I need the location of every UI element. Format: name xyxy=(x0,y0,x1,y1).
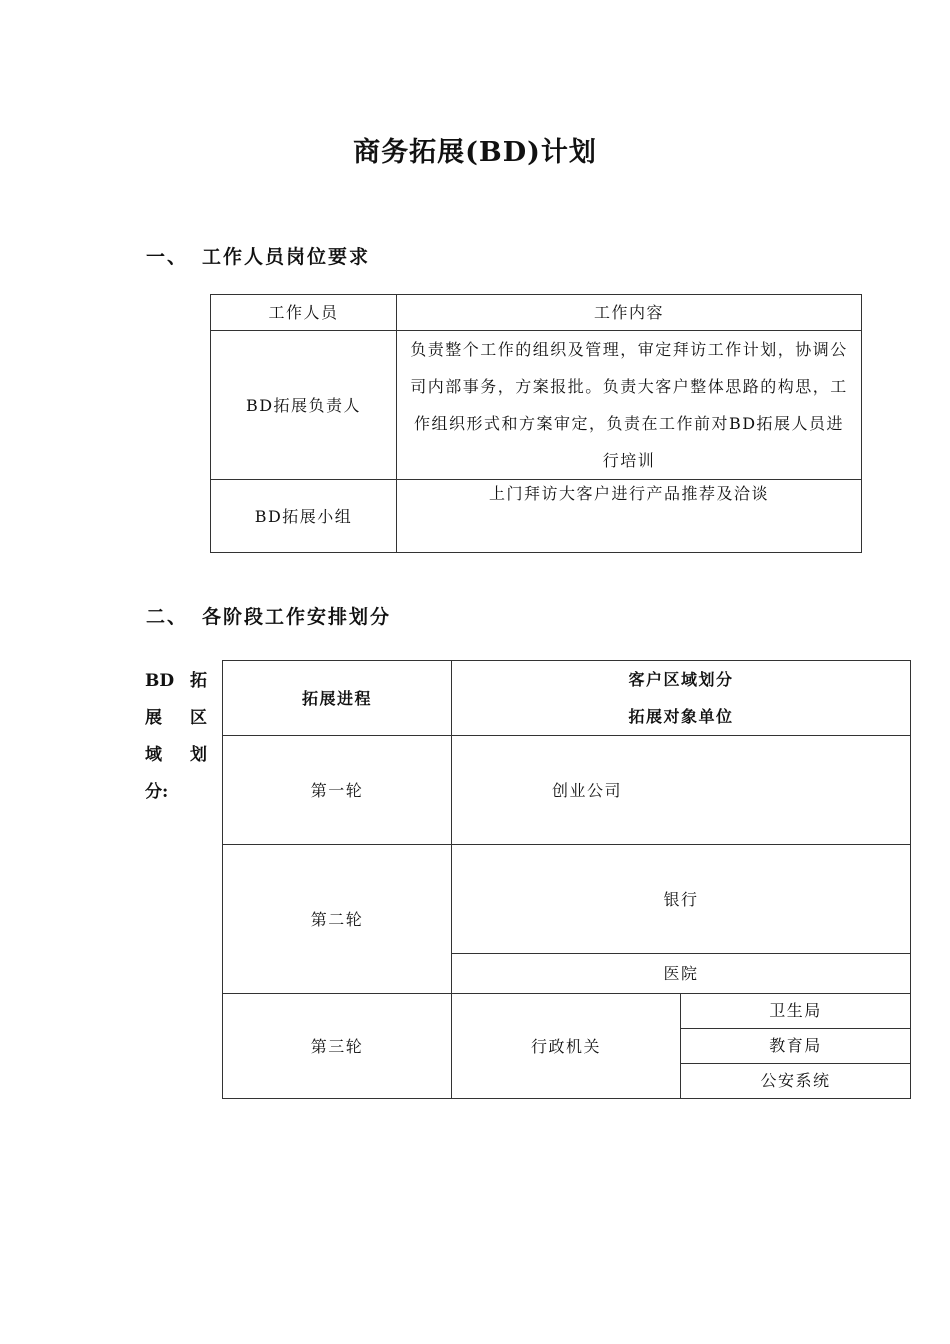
document-title: 商务拓展(BD)计划 xyxy=(353,137,597,168)
round-3-item: 公安系统 xyxy=(681,1064,911,1099)
role-bd-team-content: 上门拜访大客户进行产品推荐及洽谈 xyxy=(397,480,862,553)
round-1-target: 创业公司 xyxy=(452,736,911,845)
round-3-item: 卫生局 xyxy=(681,994,911,1029)
role-bd-lead: BD拓展负责人 xyxy=(211,331,397,480)
side-label-char: BD xyxy=(145,671,175,691)
round-2-label: 第二轮 xyxy=(223,845,452,994)
section-1-number: 一、 xyxy=(146,246,189,268)
round-3-item: 教育局 xyxy=(681,1029,911,1064)
side-label-char: 划 xyxy=(190,745,207,765)
round-1-label: 第一轮 xyxy=(223,736,452,845)
round-3-label: 第三轮 xyxy=(223,994,452,1099)
bd-region-label xyxy=(145,663,207,811)
section-2-number: 二、 xyxy=(146,606,189,628)
header-content: 工作内容 xyxy=(397,295,862,331)
round-2-target-bank: 银行 xyxy=(452,845,911,954)
stage-schedule-table xyxy=(222,660,911,1099)
section-2-heading xyxy=(146,602,391,629)
header-target-unit: 拓展对象单位 xyxy=(628,707,734,726)
staff-requirements-table xyxy=(210,294,862,553)
header-staff: 工作人员 xyxy=(211,295,397,331)
header-customer-region: 客户区域划分 xyxy=(628,670,734,689)
section-2-title: 各阶段工作安排划分 xyxy=(202,606,392,628)
side-label-char: 拓 xyxy=(190,671,207,691)
section-1-title: 工作人员岗位要求 xyxy=(202,246,371,268)
side-label-char: 展 xyxy=(145,708,162,728)
section-1-heading xyxy=(146,242,370,269)
round-2-target-hospital: 医院 xyxy=(452,954,911,994)
header-progress: 拓展进程 xyxy=(223,661,452,736)
header-customer xyxy=(452,661,911,736)
round-3-group: 行政机关 xyxy=(452,994,681,1099)
role-bd-lead-content: 负责整个工作的组织及管理，审定拜访工作计划，协调公司内部事务，方案报批。负责大客户整体思路的构思，工作组织形式和方案审定，负责在工作前对BD拓展人员进行培训 xyxy=(397,331,862,480)
role-bd-team: BD拓展小组 xyxy=(211,480,397,553)
side-label-char: 域 xyxy=(145,745,162,765)
side-label-char: 区 xyxy=(190,708,207,728)
side-label-char: 分: xyxy=(145,782,169,802)
